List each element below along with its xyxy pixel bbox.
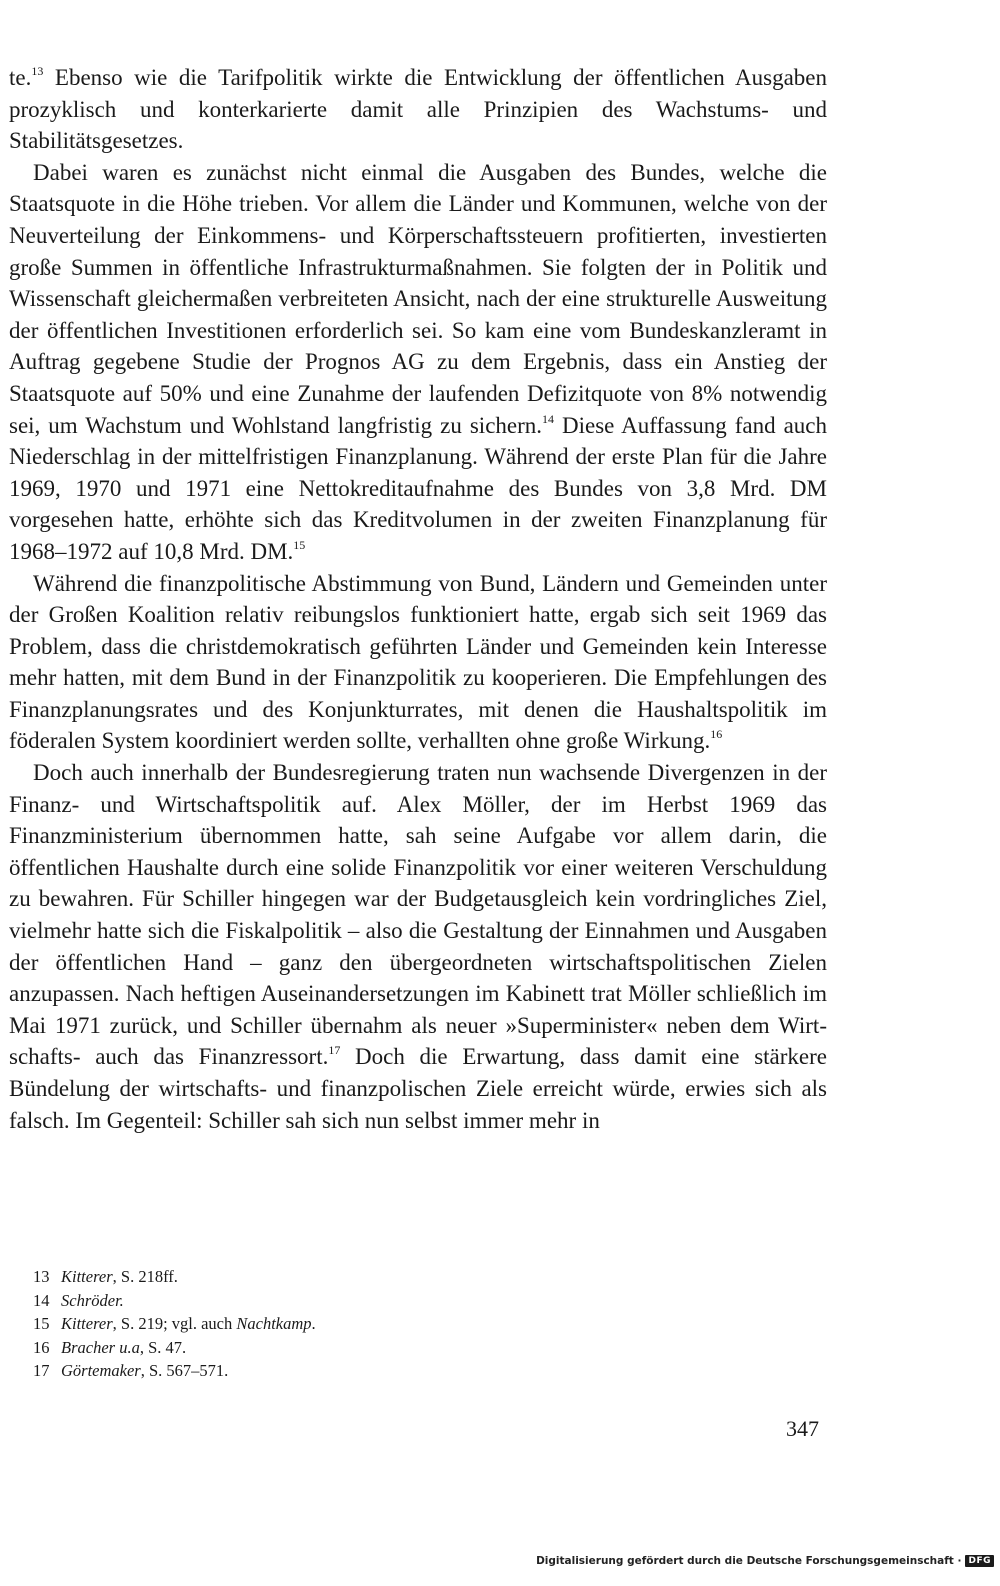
digitization-note-text: Digitalisierung gefördert durch die Deutsche Forschungsgemeinschaft · <box>536 1555 962 1567</box>
footnote-number: 17 <box>33 1361 50 1381</box>
footnote-ref-14[interactable]: 14 <box>542 411 555 426</box>
text-run: Diese Auffassung fand auch Niederschlag in der mittelfristigen Finanzplanung. Während der erste Plan für die Jahre 1969, 1970 und 1971 eine Nettokreditaufnahme des Bundes von 3,8 Mrd. DM vorgesehen hatte, erhöhte sich das Kreditvolumen in der zweiten Finanzplanung für 1968–1972 auf 10,8 Mrd. DM. <box>9 412 827 564</box>
footnote-16 <box>33 1336 813 1360</box>
footnote-15 <box>33 1312 813 1336</box>
footnote-text: , S. 219; vgl. auch <box>112 1314 237 1334</box>
footnote-number: 14 <box>33 1290 50 1310</box>
page-body <box>9 62 827 1136</box>
paragraph-4 <box>9 757 827 1136</box>
digitization-note <box>536 1555 994 1567</box>
footnote-13 <box>33 1265 813 1289</box>
footnote-17 <box>33 1359 813 1383</box>
paragraph-3 <box>9 568 827 758</box>
footnote-author: Kitterer <box>61 1314 113 1334</box>
footnote-ref-15[interactable]: 15 <box>293 537 306 552</box>
footnote-number: 16 <box>33 1337 50 1357</box>
text-run: te. <box>9 65 32 90</box>
paragraph-2 <box>9 157 827 568</box>
footnote-author: Kitterer <box>61 1267 113 1286</box>
footnotes <box>33 1265 813 1383</box>
footnote-ref-17[interactable]: 17 <box>328 1043 341 1058</box>
footnote-text: . <box>311 1314 316 1334</box>
text-run: Ebenso wie die Tarifpolitik wirkte die Entwicklung der öffentlichen Ausgaben prozyklisch und konterkarierte damit alle Prinzipien des Wachstums- und Stabilitätsgesetzes. <box>9 65 827 154</box>
text-run: Dabei waren es zunächst nicht einmal die Ausgaben des Bundes, welche die Staatsquote in die Höhe trieben. Vor allem die Länder und Kommunen, welche von der Neuverteilung der Einkommens- und Körperschaftssteuern profitierten, investierten große Summen in öffentliche Infrastrukturmaßnahmen. Sie folgten der in Politik und Wissenschaft gleichermaßen verbreiteten Ansicht, nach der eine strukturelle Ausweitung der öffentlichen Investitionen erforderlich sei. So kam eine vom Bundeskanzleramt in Auftrag gegebene Studie der Prognos AG zu dem Ergebnis, dass ein Anstieg der Staatsquote auf 50% und eine Zunahme der laufenden Defizitquote von 8% notwendig sei, um Wachstum und Wohlstand langfristig zu sichern. <box>9 159 827 438</box>
footnote-author: Schröder. <box>61 1290 124 1310</box>
footnote-text: , S. 47. <box>139 1337 187 1357</box>
text-run: Doch auch innerhalb der Bundesregierung traten nun wachsende Divergenzen in der Finanz- und Wirtschaftspolitik auf. Alex Möller, der im Herbst 1969 das Finanzministerium übernommen hatte, sah seine Aufgabe vor allem darin, die öffentlichen Haushalte durch eine solide Finanzpolitik vor einer weiteren Verschuldung zu bewahren. Für Schiller hingegen war der Budgetausgleich kein vordringliches Ziel, vielmehr hatte sich die Fiskalpolitik – also die Gestaltung der Einnahmen und Ausgaben der öffentlichen Hand – ganz den übergeordneten wirtschaftspolitischen Zielen anzupassen. Nach heftigen Auseinandersetzungen im Kabinett trat Möller schließlich im Mai 1971 zurück, und Schiller übernahm als neuer »Superminister« neben dem Wirtschafts- auch das Finanzressort. <box>9 760 827 1070</box>
footnote-text: , S. 567–571. <box>140 1361 229 1381</box>
footnote-ref-16[interactable]: 16 <box>710 727 723 742</box>
footnote-author: Nachtkamp <box>236 1314 312 1334</box>
footnote-number: 13 <box>33 1267 50 1286</box>
paragraph-1 <box>9 62 827 157</box>
footnote-author: Görtemaker <box>61 1361 141 1381</box>
footnote-text: , S. 218ff. <box>112 1267 178 1286</box>
dfg-logo-icon: DFG <box>965 1555 994 1567</box>
text-run: Doch die Erwartung, dass damit eine stärkere Bündelung der wirtschafts- und finanzpolischen Ziele erreicht würde, erwies sich als falsch. Im Gegenteil: Schiller sah sich nun selbst immer mehr in <box>9 1044 827 1133</box>
footnote-number: 15 <box>33 1314 50 1334</box>
footnote-ref-13[interactable]: 13 <box>31 64 44 78</box>
footnote-author: Bracher u.a <box>61 1337 140 1357</box>
text-run: Während die finanzpolitische Abstimmung von Bund, Ländern und Gemeinden unter der Großen Koalition relativ reibungslos funktioniert hatte, ergab sich seit 1969 das Problem, dass die christdemokratisch geführten Länder und Gemeinden kein Interesse mehr hatten, mit dem Bund in der Finanzpolitik zu kooperieren. Die Empfehlungen des Finanzplanungsrates und des Konjunkturrates, mit denen die Haushaltspolitik im föderalen System koordiniert werden sollte, verhallten ohne große Wirkung. <box>9 570 827 754</box>
footnote-14 <box>33 1289 813 1313</box>
page-number: 347 <box>786 1416 819 1441</box>
